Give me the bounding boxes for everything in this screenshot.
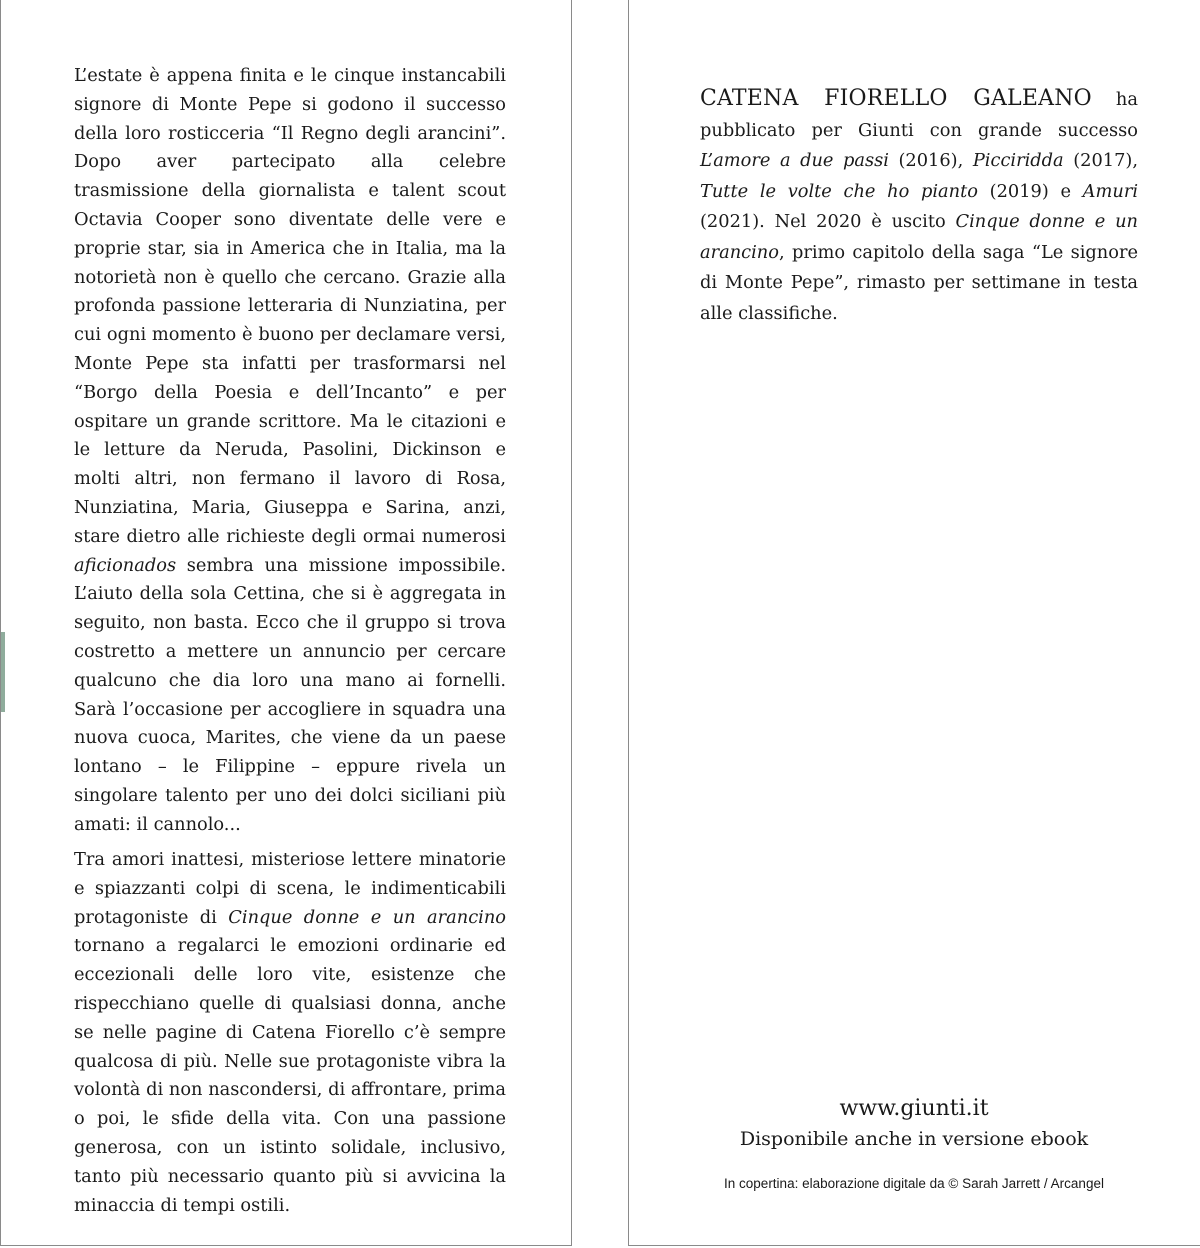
text-run: sembra una missione impossibile. L’aiuto della sola Cettina, che si è aggregata in seguito, non basta. Ecco che il gruppo si trova costretto a mettere un annuncio per cercare qualcuno che dia loro una mano ai fornelli. Sarà l’occasione per accogliere in squadra una nuova cuoca, Marites, che viene da un paese lontano – le Filippine – eppure rivela un singolare talento per uno dei dolci siciliani più amati: il cannolo... xyxy=(74,554,506,835)
text-run: (2021). Nel 2020 è uscito xyxy=(700,211,956,232)
text-run: Tra amori inattesi, misteriose lettere minatorie e spiazzanti colpi di scena, le indimenticabili protagoniste di xyxy=(74,849,506,928)
author-bio xyxy=(700,84,1138,329)
author-name: CATENA FIORELLO GALEANO xyxy=(700,86,1092,111)
italic-title: aficionados xyxy=(74,554,177,576)
text-run: (2019) e xyxy=(977,180,1083,202)
italic-title: L’amore a due passi xyxy=(700,150,889,171)
text-run: L’estate è appena finita e le cinque instancabili signore di Monte Pepe si godono il successo della loro rosticceria “Il Regno degli arancini”. Dopo aver partecipato alla celebre trasmissione della giornalista e talent scout Octavia Cooper sono diventate delle vere e proprie star, sia in America che in Italia, ma la notorietà non è quello che cercano. Grazie alla profonda passione letteraria di Nunziatina, per cui ogni momento è buono per declamare versi, Monte Pepe sta infatti per trasformarsi nel “Borgo della Poesia e dell’Incanto” e per ospitare un grande scrittore. Ma le citazioni e le letture da Neruda, Pasolini, Dickinson e molti altri, non fermano il lavoro di Rosa, Nunziatina, Maria, Giuseppa e Sarina, anzi, stare dietro alle richieste degli ormai numerosi xyxy=(74,65,506,547)
text-run: (2016), xyxy=(888,150,973,171)
text-run: ha pubblicato per Giunti con grande successo xyxy=(700,89,1138,141)
italic-title: Cinque donne e un arancino xyxy=(228,906,506,928)
ebook-note: Disponibile anche in versione ebook xyxy=(739,1128,1089,1150)
italic-title: Cinque donne e un arancino xyxy=(700,211,1139,263)
text-run: tornano a regalarci le emozioni ordinarie ed eccezionali delle loro vite, esistenze che rispecchiano quelle di qualsiasi donna, anche se nelle pagine di Catena Fiorello c’è sempre qualcosa di più. Nelle sue protagoniste vibra la volontà di non nascondersi, di affrontare, prima o poi, le sfide della vita. Con una passione generosa, con un istinto solidale, inclusivo, tanto più necessario quanto più si avvicina la minaccia di tempi ostili. xyxy=(74,935,506,1216)
synopsis-paragraph-2 xyxy=(74,846,506,1220)
publisher-website: www.giunti.it xyxy=(839,1096,989,1121)
synopsis-paragraph-1 xyxy=(74,62,506,840)
italic-title: Amuri xyxy=(1082,180,1139,202)
italic-title: Picciridda xyxy=(972,150,1064,171)
italic-title: Tutte le volte che ho pianto xyxy=(700,180,978,202)
text-run: (2017), xyxy=(1063,150,1138,171)
cover-edge-mark xyxy=(1,632,5,712)
cover-credit: In copertina: elaborazione digitale da © Sarah Jarrett / Arcangel xyxy=(724,1176,1104,1191)
text-run: , primo capitolo della saga “Le signore di Monte Pepe”, rimasto per settimane in testa alle classifiche. xyxy=(700,241,1138,324)
